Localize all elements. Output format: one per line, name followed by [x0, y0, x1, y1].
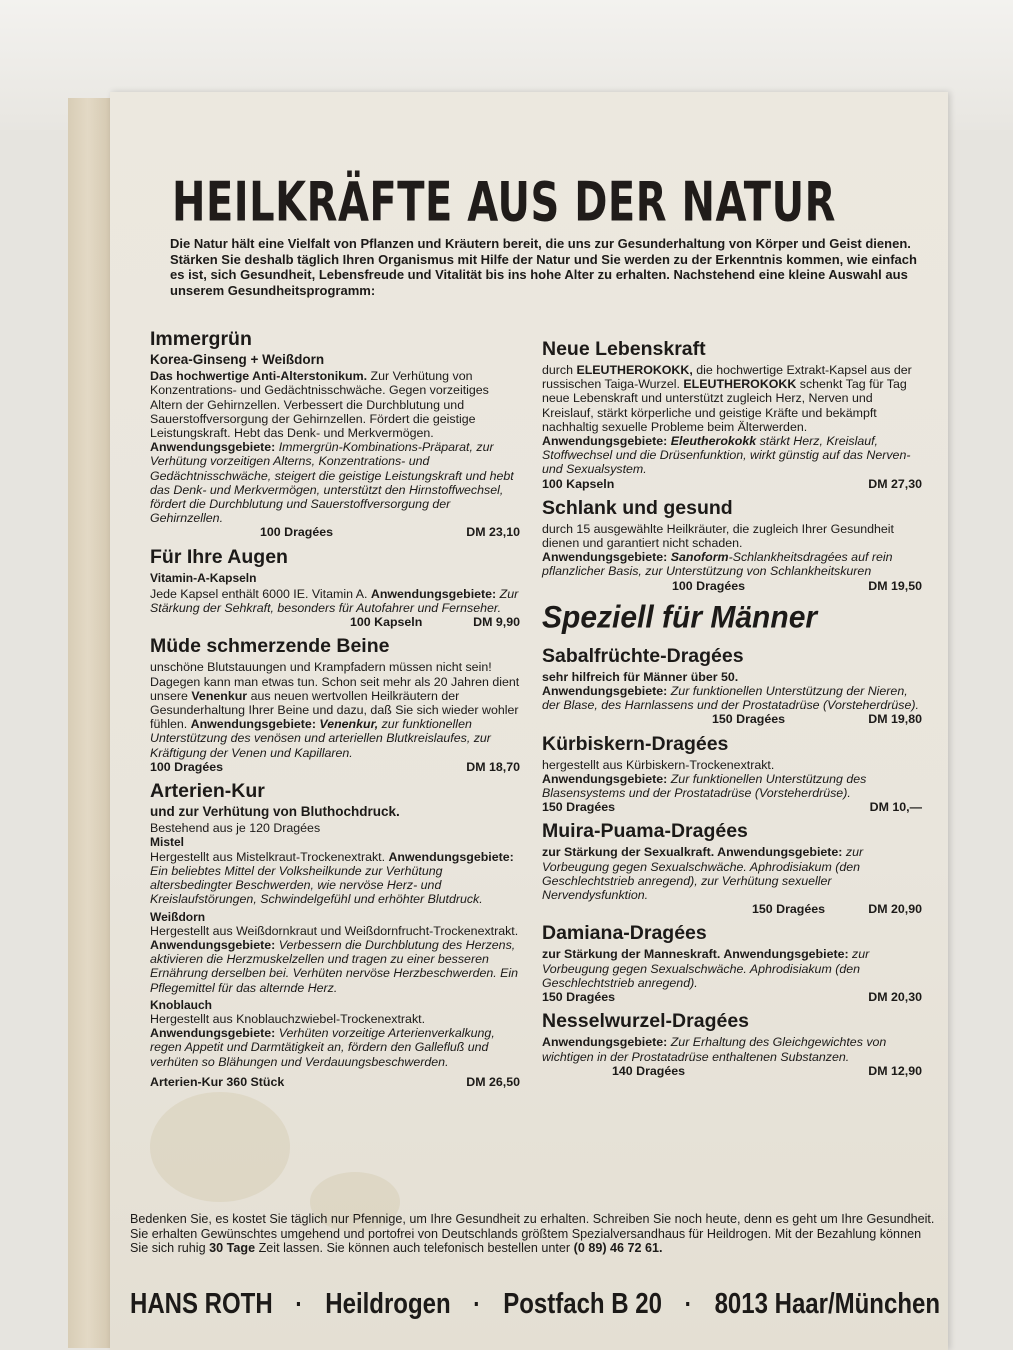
usage-text: stärkt Herz, Kreislauf, Stoffwechsel und die Drüsenfunktion, wirkt günstig auf das Nerven- und Sexualsystem.	[542, 434, 911, 477]
product-title: Nesselwurzel-Dragées	[542, 1010, 750, 1033]
quantity: 150 Dragées	[752, 902, 826, 917]
company-address-line	[130, 1288, 940, 1322]
usage-text: Zur Erhaltung des Gleichgewichtes von wichtigen in der Prostatadrüse enthaltenen Substanzen.	[542, 1035, 887, 1064]
ingredient-description	[150, 924, 520, 995]
ingredient-description	[150, 850, 520, 907]
product-text: aus neuen wertvollen Heilkräutern der Gesunderhaltung Ihrer Beine und dazu, daß Sie sich wieder wohler fühlen.	[150, 688, 519, 732]
product-lebenskraft	[542, 338, 922, 491]
ingredient-description	[150, 1012, 520, 1069]
price-row	[542, 902, 922, 916]
quantity: 150 Dragées	[542, 990, 616, 1005]
product-text: unschöne Blutstauungen und Krampfadern müssen nicht sein! Dagegen kann man etwas tun. Schon seit mehr als 20 Jahren dient unsere	[150, 660, 520, 703]
product-title: Müde schmerzende Beine	[150, 635, 390, 658]
product-muira	[542, 820, 922, 916]
product-text: Bestehend aus je 120 Dragées	[150, 821, 321, 836]
product-title: Für Ihre Augen	[150, 545, 288, 568]
product-damiana	[542, 922, 922, 1004]
usage-text: Zur Stärkung der Sehkraft, besonders für Autofahrer und Fernseher.	[150, 586, 519, 616]
usage-paragraph	[542, 947, 922, 990]
product-text: schenkt Tag für Tag neue Lebenskraft und unterstützt zugleich Herz, Nerven und Kreislauf, stärkt körperliche und geistige Kräfte und bekämpft nachhaltig sexuelle Probleme beim Älterwerden.	[542, 377, 907, 434]
usage-paragraph	[542, 772, 922, 800]
brand-name: Venenkur,	[315, 717, 379, 732]
price-row	[150, 525, 520, 539]
price: DM 19,80	[868, 712, 922, 727]
usage-label: Anwendungsgebiete:	[723, 947, 849, 962]
product-subtitle: und zur Verhütung von Bluthochdruck.	[150, 804, 400, 820]
usage-label: Anwendungsgebiete:	[150, 440, 276, 455]
separator: ·	[295, 1289, 303, 1320]
price: DM 20,30	[868, 990, 922, 1005]
price: DM 9,90	[473, 615, 520, 630]
quantity: 100 Dragées	[150, 759, 224, 774]
usage-paragraph	[542, 845, 922, 902]
ingredient-title: Mistel	[150, 835, 185, 850]
quantity: 100 Dragées	[260, 525, 334, 540]
price-row	[150, 760, 520, 774]
brand-name: ELEUTHEROKOKK,	[576, 363, 693, 377]
product-title: Schlank und gesund	[542, 496, 733, 519]
footer-text: Bedenken Sie, es kostet Sie täglich nur Pfennige, um Ihre Gesundheit zu erhalten. Schreiben Sie noch heute, denn es geht um Ihre Gesundheit. Sie erhalten Gewünschtes umgehend und portofrei von Deutschlands größtem Spezialversandhaus für Heildrogen. Mit der Bezahlung können Sie sich ruhig	[130, 1212, 935, 1255]
brand-name: Sanoform	[667, 550, 729, 565]
product-text: Hergestellt aus Knoblauchzwiebel-Trockenextrakt.	[150, 1011, 426, 1026]
usage-text: Verbessern die Durchblutung des Herzens, aktivieren die Herzmuskelzellen und tragen zu einer besseren Ernährung derselben bei. Verhüten nervöse Herzbeschwerden. Ein Pflegemittel für das alternde Herz.	[150, 937, 519, 995]
product-description	[150, 660, 520, 759]
brand-name: Eleutherokokk	[667, 434, 757, 449]
product-subtitle: zur Stärkung der Sexualkraft.	[542, 845, 718, 860]
product-subtitle: Vitamin-A-Kapseln	[150, 570, 257, 585]
usage-text: Verhüten vorzeitige Arterienverkalkung, regen Appetit und Darmtätigkeit an, fördern den Gallefluß und verhüten so Blähungen und Verdauungsbeschwerden.	[150, 1026, 495, 1069]
usage-label: Anwendungsgebiete:	[150, 1026, 276, 1041]
product-title: Immergrün	[150, 328, 252, 350]
usage-label: Anwendungsgebiete:	[370, 586, 497, 601]
price: DM 10,—	[869, 800, 922, 815]
usage-paragraph	[542, 1035, 922, 1063]
usage-label: Anwendungsgebiete:	[190, 717, 316, 732]
product-augen	[150, 546, 520, 630]
brand-name: Venenkur	[191, 688, 248, 703]
usage-text: Zur funktionellen Unterstützung des Blasensystems und der Prostatadrüse (Vorsteherdrüse).	[542, 771, 867, 801]
usage-label: Anwendungsgebiete:	[542, 771, 668, 786]
price: DM 23,10	[466, 525, 520, 540]
quantity: 100 Kapseln	[542, 476, 615, 491]
product-text: Jede Kapsel enthält 6000 IE. Vitamin A.	[150, 586, 371, 601]
brand-name: ELEUTHEROKOKK	[683, 377, 797, 392]
price: DM 20,90	[868, 902, 922, 917]
product-arterien	[150, 780, 520, 1089]
quantity: 100 Kapseln	[350, 615, 423, 630]
usage-label: Anwendungsgebiete:	[388, 849, 514, 864]
quantity: 150 Dragées	[542, 800, 616, 815]
usage-text: -Schlankheitsdragées auf rein pflanzlicher Basis, zur Unterstützung von Schlankheitskuren	[542, 550, 893, 579]
separator: ·	[684, 1289, 692, 1320]
company-name: HANS ROTH	[130, 1288, 273, 1321]
left-column	[150, 328, 520, 1095]
product-text: durch	[542, 363, 577, 377]
price-row	[542, 579, 922, 593]
product-text: durch 15 ausgewählte Heilkräuter, die zugleich Ihrer Gesundheit dienen und garantiert nicht schaden.	[542, 521, 894, 551]
product-title: Muira-Puama-Dragées	[542, 820, 748, 843]
price-row	[542, 477, 922, 491]
usage-label: Anwendungsgebiete:	[542, 1035, 668, 1050]
product-lead: Das hochwertige Anti-Alterstonikum.	[150, 369, 368, 384]
headline: HEILKRÄFTE AUS DER NATUR	[172, 172, 836, 235]
phone-number: (0 89) 46 72 61.	[573, 1241, 663, 1255]
product-subtitle: hergestellt aus Kürbiskern-Trockenextrakt.	[542, 757, 775, 772]
footer-paragraph	[130, 1212, 940, 1256]
product-text: Hergestellt aus Weißdornkraut und Weißdornfrucht-Trockenextrakt.	[150, 923, 519, 938]
price: DM 27,30	[868, 476, 922, 491]
product-text: Zur Verhütung von Konzentrations- und Gedächtnisschwäche. Gegen vorzeitiges Altern der Gehirnzellen. Verbessert die Durchblutung und Sauerstoffversorgung der Gehirnzellen. Fördert die geistige Leistungskraft. Hebt das Denk- und Merkvermögen.	[150, 369, 489, 441]
company-business: Heildrogen	[325, 1288, 451, 1321]
quantity: 150 Dragées	[712, 712, 786, 727]
price-row	[150, 1075, 520, 1089]
product-description	[150, 587, 520, 615]
usage-text: Immergrün-Kombinations-Präparat, zur Verhütung vorzeitigen Alterns, Konzentrations- und Gedächtnisschwäche, steigert die geistige Leistungskraft und hebt das Denk- und Merkvermögen, unterstützt den Hirnstoffwechsel, fördert die Durchblutung und Sauerstoffversorgung der Gehirnzellen.	[150, 440, 514, 526]
usage-paragraph	[542, 434, 922, 477]
intro-paragraph: Die Natur hält eine Vielfalt von Pflanzen und Kräutern bereit, die uns zur Gesunderhaltung von Körper und Geist dienen. Stärken Sie deshalb täglich Ihren Organismus mit Hilfe der Natur und Sie werden zu der Erkenntnis kommen, wie einfach es ist, sich Gesundheit, Lebensfreude und Vitalität bis ins hohe Alter zu erhalten. Nachstehend eine kleine Auswahl aus unserem Gesundheitsprogramm:	[170, 236, 917, 298]
price-row	[542, 800, 922, 814]
product-beine	[150, 635, 520, 774]
usage-text: Zur funktionellen Unterstützung der Nieren, der Blase, des Harnlassens und der Prostatadrüse (Vorsteherdrüse).	[542, 684, 919, 713]
price-row	[542, 1064, 922, 1078]
product-title: Arterien-Kur	[150, 780, 265, 803]
product-schlank	[542, 497, 922, 593]
footer-text: Zeit lassen. Sie können auch telefonisch bestellen unter	[255, 1241, 574, 1255]
product-text: Hergestellt aus Mistelkraut-Trockenextrakt.	[150, 849, 389, 864]
product-title: Damiana-Dragées	[542, 922, 707, 945]
separator: ·	[473, 1289, 481, 1320]
product-title: Neue Lebenskraft	[542, 338, 706, 360]
price-row	[150, 615, 520, 629]
product-nessel	[542, 1010, 922, 1078]
product-subtitle: sehr hilfreich für Männer über 50.	[542, 669, 739, 684]
product-title: Sabalfrüchte-Dragées	[542, 644, 744, 667]
product-kuerbis	[542, 733, 922, 815]
ingredient-title: Knoblauch	[150, 997, 212, 1012]
city: 8013 Haar/München	[714, 1288, 940, 1321]
ingredient-title: Weißdorn	[150, 909, 206, 924]
usage-text: zur Vorbeugung gegen Sexualschwäche. Aphrodisiakum (den Geschlechtstrieb anregend).	[542, 947, 870, 990]
product-sabal	[542, 645, 922, 727]
quantity: Arterien-Kur 360 Stück	[150, 1074, 285, 1089]
product-description	[542, 363, 922, 434]
product-title: Kürbiskern-Dragées	[542, 732, 729, 755]
product-subtitle: zur Stärkung der Manneskraft.	[542, 947, 724, 962]
price-row	[542, 712, 922, 726]
magazine-page	[110, 92, 948, 1350]
payment-term: 30 Tage	[209, 1241, 256, 1255]
price: DM 26,50	[466, 1074, 520, 1089]
usage-paragraph	[542, 684, 922, 712]
product-description	[150, 369, 520, 525]
price: DM 18,70	[466, 759, 520, 774]
price-row	[542, 990, 922, 1004]
usage-paragraph	[542, 550, 922, 578]
quantity: 140 Dragées	[612, 1063, 686, 1078]
postbox: Postfach B 20	[503, 1288, 662, 1321]
usage-text: zur funktionellen Unterstützung des venösen und arteriellen Blutkreislaufes, zur Kräftigung der Venen und Kapillaren.	[150, 717, 491, 760]
price: DM 19,50	[868, 578, 922, 593]
right-column	[542, 338, 922, 1084]
product-subtitle: Korea-Ginseng + Weißdorn	[150, 352, 325, 367]
price: DM 12,90	[868, 1063, 922, 1078]
usage-label: Anwendungsgebiete:	[542, 684, 668, 699]
usage-label: Anwendungsgebiete:	[717, 845, 843, 860]
usage-text: zur Vorbeugung gegen Sexualschwäche. Aphrodisiakum (den Geschlechtstrieb anregend), zur Verhütung sexueller Nervendysfunktion.	[542, 845, 864, 903]
quantity: 100 Dragées	[672, 578, 746, 593]
usage-label: Anwendungsgebiete:	[542, 434, 668, 449]
section-heading-men: Speziell für Männer	[542, 599, 818, 635]
usage-label: Anwendungsgebiete:	[542, 550, 668, 565]
usage-text: Ein beliebtes Mittel der Volksheilkunde zur Verhütung altersbedingter Beschwerden, wie nervöse Herz- und Kreislaufstörungen, Schwindelgefühl und erhöhter Blutdruck.	[150, 863, 483, 907]
product-text: die hochwertige Extrakt-Kapsel aus der russischen Taiga-Wurzel.	[542, 363, 912, 392]
product-immergruen	[150, 328, 520, 540]
usage-label: Anwendungsgebiete:	[150, 937, 276, 952]
